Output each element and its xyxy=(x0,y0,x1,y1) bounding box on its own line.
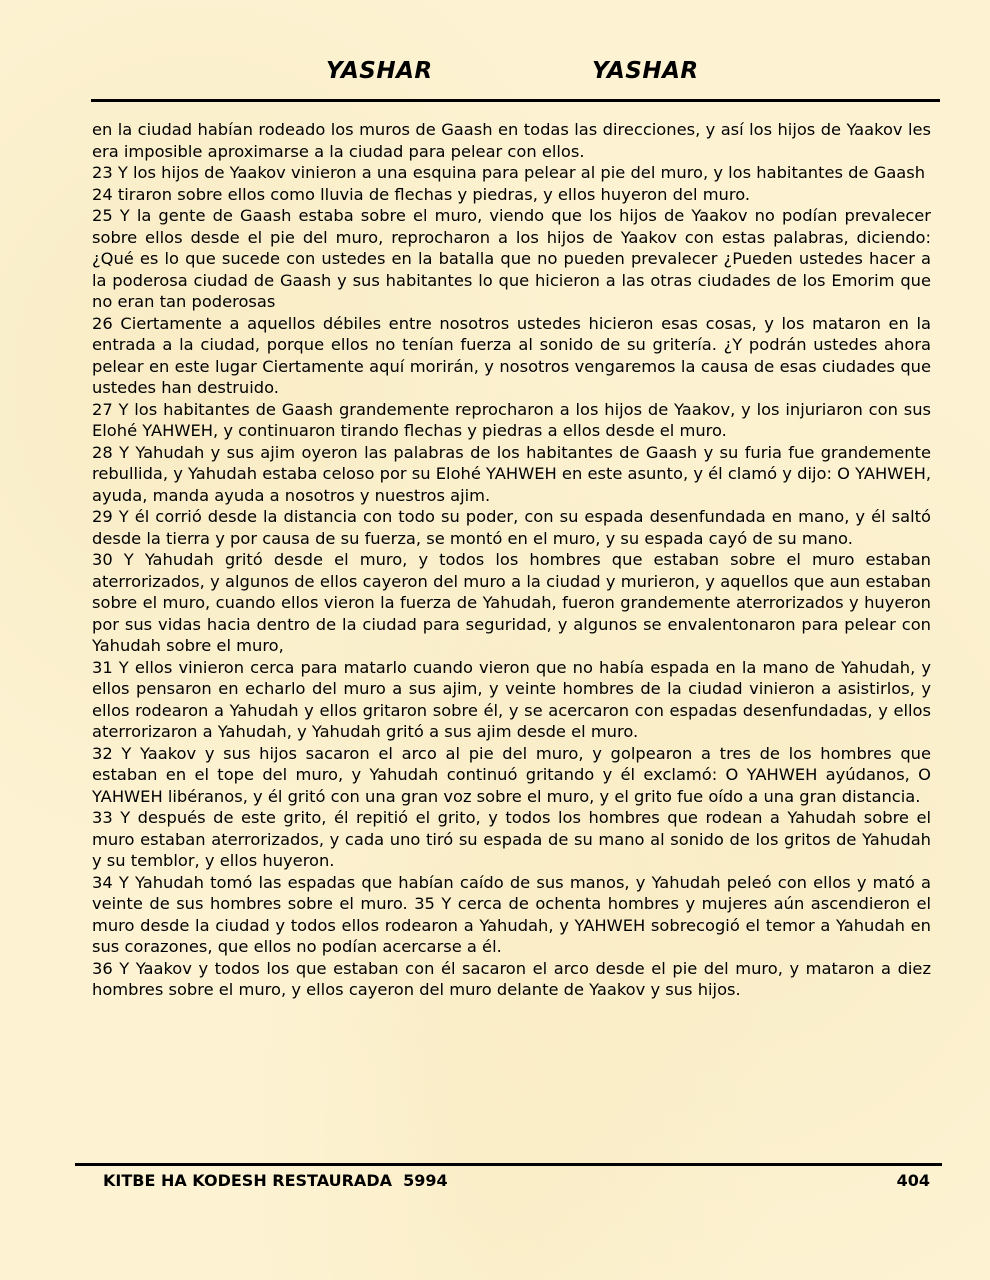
verse-31: 31 Y ellos vinieron cerca para matarlo cuando vieron que no había espada en la mano de Yahudah, y ellos pensaron en echarlo del muro a sus ajim, y veinte hombres de la ciudad vinieron a asistirlos, y ellos rodearon a Yahudah y ellos gritaron sobre él, y se acercaron con espadas desenfundadas, y ellos aterrorizaron a Yahudah, y Yahudah gritó a sus ajim desde el muro. xyxy=(92,657,931,741)
verse-25: 25 Y la gente de Gaash estaba sobre el muro, viendo que los hijos de Yaakov no podían prevalecer sobre ellos desde el pie del muro, reprocharon a los hijos de Yaakov con estas palabras, diciendo: ¿Qué es lo que sucede con ustedes en la batalla que no pueden prevalecer ¿Pueden ustedes hacer a la poderosa ciudad de Gaash y sus habitantes lo que hicieron a las otras ciudades de los Emorim que no eran tan poderosas xyxy=(92,206,931,311)
verse-30: 30 Y Yahudah gritó desde el muro, y todos los hombres que estaban sobre el muro estaban aterrorizados, y algunos de ellos cayeron del muro a la ciudad y murieron, y aquellos que aun estaban sobre el muro, cuando ellos vieron la fuerza de Yahudah, fueron grandemente aterrorizados y huyeron por sus vidas hacia dentro de la ciudad para seguridad, y algunos se envalentonaron para pelear con Yahudah sobre el muro, xyxy=(92,550,931,655)
page-footer xyxy=(103,1171,930,1193)
header-title-left: YASHAR xyxy=(326,58,433,84)
verse-26: 26 Ciertamente a aquellos débiles entre nosotros ustedes hicieron esas cosas, y los mataron en la entrada a la ciudad, porque ellos no tenían fuerza al sonido de su gritería. ¿Y podrán ustedes ahora pelear en este lugar Ciertamente aquí morirán, y nosotros vengaremos la causa de esas ciudades que ustedes han destruido. xyxy=(92,313,931,397)
verse-24: 24 tiraron sobre ellos como lluvia de flechas y piedras, y ellos huyeron del muro. xyxy=(92,184,751,204)
verse-23: 23 Y los hijos de Yaakov vinieron a una esquina para pelear al pie del muro, y los habitantes de Gaash xyxy=(92,163,926,182)
page-number: 404 xyxy=(896,1171,930,1190)
verse-28: 28 Y Yahudah y sus ajim oyeron las palabras de los habitantes de Gaash y su furia fue grandemente rebullida, y Yahudah estaba celoso por su Elohé YAHWEH en este asunto, y él clamó y dijo: O YAHWEH, ayuda, manda ayuda a nosotros y nuestros ajim. xyxy=(92,442,931,505)
header-divider xyxy=(91,99,940,102)
footer-book-title: KITBE HA KODESH RESTAURADA 5994 xyxy=(103,1171,448,1190)
verse-33: 33 Y después de este grito, él repitió el grito, y todos los hombres que rodean a Yahudah sobre el muro estaban aterrorizados, y cada uno tiró su espada de su mano al sonido de los gritos de Yahudah y su temblor, y ellos huyeron. xyxy=(92,808,931,870)
verse-34-35: 34 Y Yahudah tomó las espadas que habían caído de sus manos, y Yahudah peleó con ellos y mató a veinte de sus hombres sobre el muro. 35 Y cerca de ochenta hombres y mujeres aún ascendieron el muro desde la ciudad y todos ellos rodearon a Yahudah, y YAHWEH sobrecogió el temor a Yahudah en sus corazones, que ellos no podían acercarse a él. xyxy=(92,872,931,956)
page-body xyxy=(92,119,931,1001)
footer-divider xyxy=(75,1163,942,1166)
paragraph-continuation: en la ciudad habían rodeado los muros de Gaash en todas las direcciones, y así los hijos de Yaakov les era imposible aproximarse a la ciudad para pelear con ellos. xyxy=(92,120,931,161)
verse-27: 27 Y los habitantes de Gaash grandemente reprocharon a los hijos de Yaakov, y los injuriaron con sus Elohé YAHWEH, y continuaron tirando flechas y piedras a ellos desde el muro. xyxy=(92,399,931,440)
page-header xyxy=(0,58,990,94)
verse-36: 36 Y Yaakov y todos los que estaban con él sacaron el arco desde el pie del muro, y mataron a diez hombres sobre el muro, y ellos cayeron del muro delante de Yaakov y sus hijos. xyxy=(92,958,931,999)
verse-32: 32 Y Yaakov y sus hijos sacaron el arco al pie del muro, y golpearon a tres de los hombres que estaban en el tope del muro, y Yahudah continuó gritando y él exclamó: O YAHWEH ayúdanos, O YAHWEH libéranos, y él gritó con una gran voz sobre el muro, y el grito fue oído a una gran distancia. xyxy=(92,743,931,806)
verse-29: 29 Y él corrió desde la distancia con todo su poder, con su espada desenfundada en mano, y él saltó desde la tierra y por causa de su fuerza, se montó en el muro, y su espada cayó de su mano. xyxy=(92,507,931,548)
header-title-right: YASHAR xyxy=(592,58,699,84)
